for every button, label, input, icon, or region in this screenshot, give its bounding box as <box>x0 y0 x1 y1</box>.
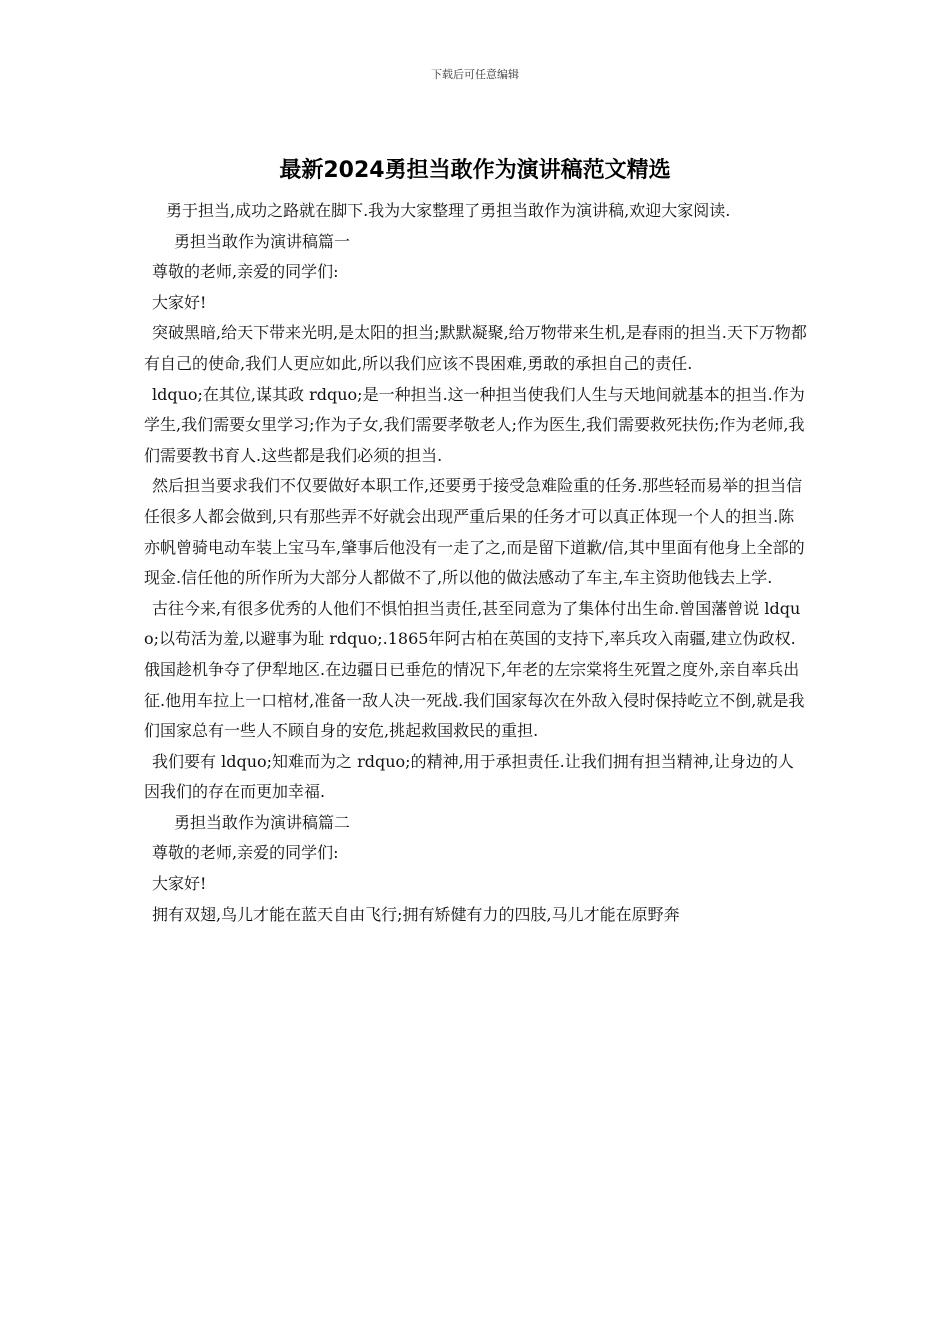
paragraph: 然后担当要求我们不仅要做好本职工作,还要勇于接受急难险重的任务.那些轻而易举的担当信任很多人都会做到,只有那些弄不好就会出现严重后果的任务才可以真正体现一个人的担当.陈亦帆曾骑电动车装上宝马车,肇事后他没有一走了之,而是留下道歉/信,其中里面有他身上全部的现金.信任他的所作所为大部分人都做不了,所以他的做法感动了车主,车主资助他钱去上学. <box>144 476 805 588</box>
salutation-1: 尊敬的老师,亲爱的同学们: <box>152 262 339 282</box>
section-heading-2: 勇担当敢作为演讲稿篇二 <box>174 812 351 832</box>
document-body <box>144 196 808 930</box>
section-heading-1: 勇担当敢作为演讲稿篇一 <box>174 231 351 251</box>
salutation-2: 尊敬的老师,亲爱的同学们: <box>152 843 339 863</box>
page-header: 下载后可任意编辑 <box>431 68 519 81</box>
paragraph: 拥有双翅,鸟儿才能在蓝天自由飞行;拥有矫健有力的四肢,马儿才能在原野奔 <box>152 904 680 924</box>
greeting-1: 大家好! <box>152 292 207 312</box>
document-title: 最新2024勇担当敢作为演讲稿范文精选 <box>279 158 671 183</box>
paragraph: 我们要有 ldquo;知难而为之 rdquo;的精神,用于承担责任.让我们拥有担当精神,让身边的人因我们的存在而更加幸福. <box>144 751 794 802</box>
paragraph-intro: 勇于担当,成功之路就在脚下.我为大家整理了勇担当敢作为演讲稿,欢迎大家阅读. <box>166 201 731 220</box>
paragraph: 古往今来,有很多优秀的人他们不惧怕担当责任,甚至同意为了集体付出生命.曾国藩曾说 ldquo;以苟活为羞,以避事为耻 rdquo;.1865年阿古柏在英国的支持下,率兵攻入南疆,建立伪政权.俄国趁机争夺了伊犁地区.在边疆日已垂危的情况下,年老的左宗棠将生死置之度外,亲自率兵出征.他用车拉上一口棺材,准备一敌人决一死战.我们国家每次在外敌入侵时保持屹立不倒,就是我们国家总有一些人不顾自身的安危,挑起救国救民的重担. <box>144 598 805 741</box>
paragraph: 突破黑暗,给天下带来光明,是太阳的担当;默默凝聚,给万物带来生机,是春雨的担当.天下万物都有自己的使命,我们人更应如此,所以我们应该不畏困难,勇敢的承担自己的责任. <box>144 323 807 373</box>
paragraph: ldquo;在其位,谋其政 rdquo;是一种担当.这一种担当使我们人生与天地间就基本的担当.作为学生,我们需要女里学习;作为子女,我们需要孝敬老人;作为医生,我们需要救死扶伤;作为老师,我们需要教书育人.这些都是我们必须的担当. <box>144 384 805 465</box>
greeting-2: 大家好! <box>152 874 207 894</box>
